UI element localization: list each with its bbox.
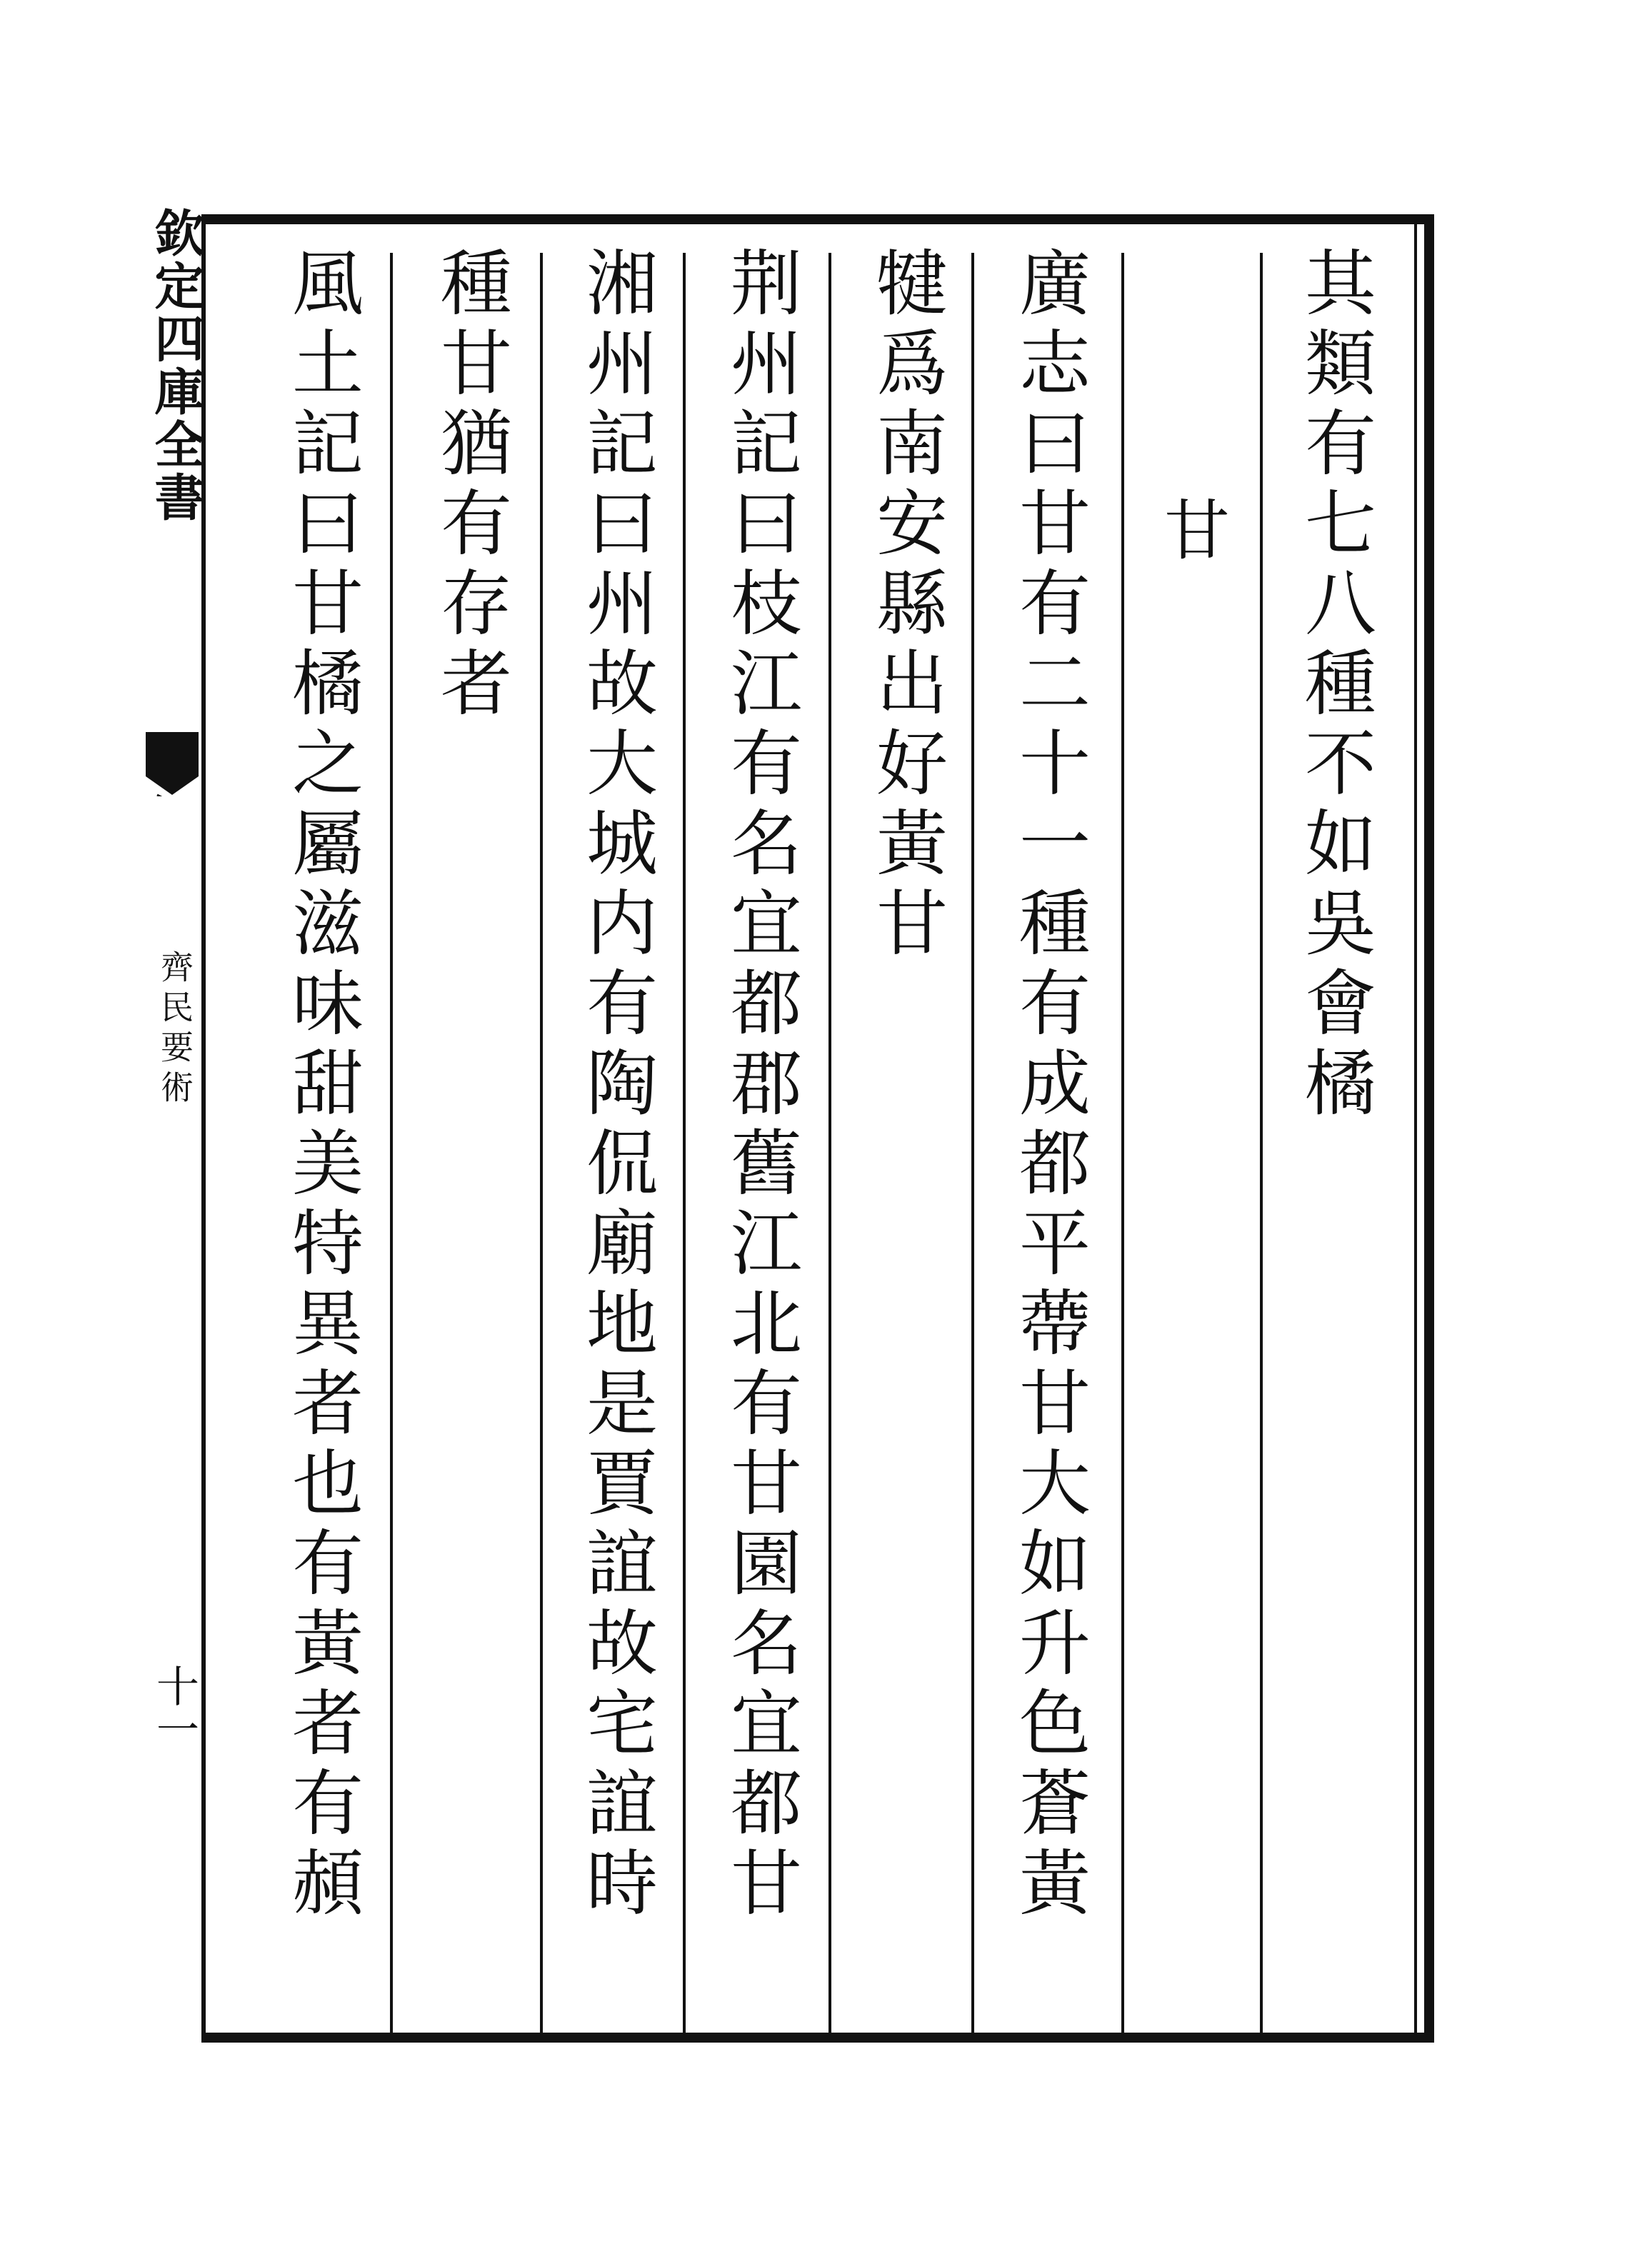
column-divider [828,253,831,2033]
column-divider [1260,253,1263,2033]
page-margin-strip [143,207,206,2050]
frame-inner-rule [1414,224,1417,2033]
text-frame [201,214,1434,2043]
text-column-5: 荆州記曰枝江有名宜都郡舊江北有甘園名宜都甘 [719,246,802,1925]
column-divider [683,253,686,2033]
page-number: 十一 [149,1664,199,1750]
text-column-1: 其類有七八種不如吳會橘 [1293,246,1376,1126]
text-column-7: 種甘猶有存者 [429,246,512,726]
book-title: 齊民要術 [156,950,194,1110]
text-column-6: 湘州記曰州故大城内有陶侃廟地是賈誼故宅誼時 [574,246,658,1925]
column-divider [1121,253,1124,2033]
text-column-3: 廣志曰甘有二十一種有成都平蔕甘大如升色蒼黃 [1007,246,1091,1925]
column-divider [971,253,974,2033]
section-heading: 甘 [1153,496,1230,570]
text-column-4: 犍爲南安縣出好黃甘 [864,246,948,966]
collection-title: 欽定四庫全書 [146,207,206,524]
text-column-8: 風土記曰甘橘之屬滋味甜美特異者也有黃者有頳 [280,246,364,1925]
column-divider [540,253,543,2033]
fishtail-mark-icon [143,732,201,796]
column-divider [390,253,393,2033]
